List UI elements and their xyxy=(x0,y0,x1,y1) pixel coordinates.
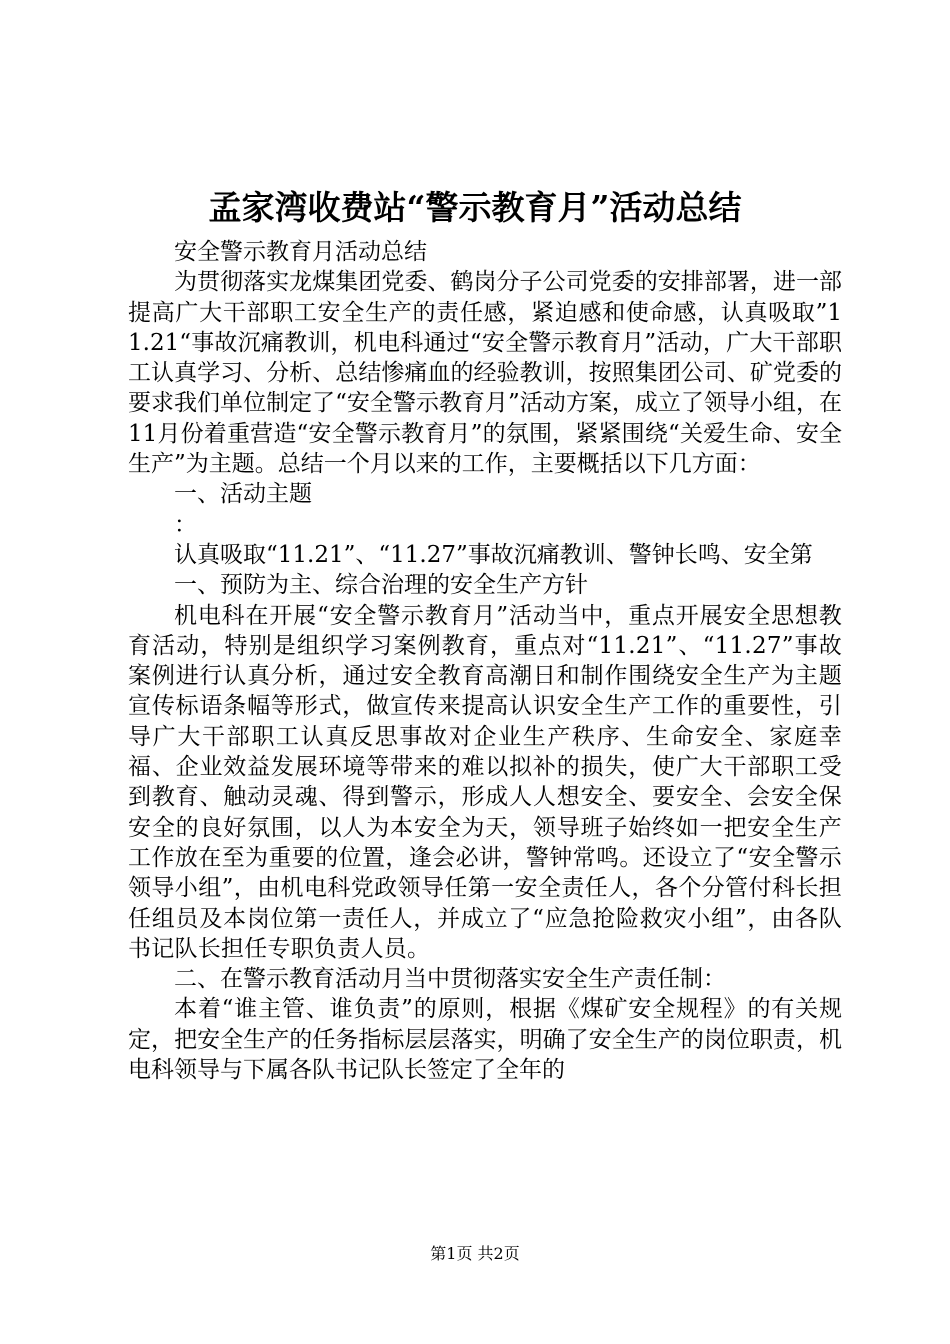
document-title: 孟家湾收费站“警示教育月”活动总结 xyxy=(208,188,742,227)
section-heading-responsibility: 二、在警示教育活动月当中贯彻落实安全生产责任制： xyxy=(174,966,726,993)
paragraph-safety-policy: 一、预防为主、综合治理的安全生产方针 xyxy=(174,572,588,599)
section-heading-theme: 一、活动主题 xyxy=(174,481,312,508)
paragraph-education-activities: 机电科在开展“安全警示教育月”活动当中，重点开展安全思想教育活动，特别是组织学习案例教育，重点对“11.21”、“11.27”事故案例进行认真分析，通过安全教育高潮日和制作围绕安全生产为主题宣传标语条幅等形式，做宣传来提高认识安全生产工作的重要性，引导广大干部职工认真反思事故对企业生产秩序、生命安全、家庭幸福、企业效益发展环境等带来的难以拟补的损失，使广大干部职工受到教育、触动灵魂、得到警示，形成人人想安全、要安全、会安全保安全的良好氛围，以人为本安全为天，领导班子始终如一把安全生产工作放在至为重要的位置，逢会必讲，警钟常鸣。还设立了“安全警示领导小组”，由机电科党政领导任第一安全责任人，各个分管付科长担任组员及本岗位第一责任人，并成立了“应急抢险救灾小组”，由各队书记队长担任专职负责人员。 xyxy=(128,602,842,962)
paragraph-theme-content: 认真吸取“11.21”、“11.27”事故沉痛教训、警钟长鸣、安全第 xyxy=(174,541,813,568)
paragraph-subtitle: 安全警示教育月活动总结 xyxy=(174,239,427,265)
document-body xyxy=(128,237,842,1085)
paragraph-intro: 为贯彻落实龙煤集团党委、鹤岗分子公司党委的安排部署，进一部提高广大干部职工安全生产的责任感，紧迫感和使命感，认真吸取”11.21“事故沉痛教训，机电科通过“安全警示教育月”活动，广大干部职工认真学习、分析、总结惨痛血的经验教训，按照集团公司、矿党委的要求我们单位制定了“安全警示教育月”活动方案，成立了领导小组，在11月份着重营造“安全警示教育月”的氛围，紧紧围绕“关爱生命、安全生产”为主题。总结一个月以来的工作，主要概括以下几方面： xyxy=(128,269,842,478)
paragraph-responsibility: 本着“谁主管、谁负责”的原则，根据《煤矿安全规程》的有关规定，把安全生产的任务指标层层落实，明确了安全生产的岗位职责，机电科领导与下属各队书记队长签定了全年的 xyxy=(128,996,842,1084)
page-footer: 第1页 共2页 xyxy=(430,1244,520,1263)
paragraph-colon: ： xyxy=(174,511,197,538)
